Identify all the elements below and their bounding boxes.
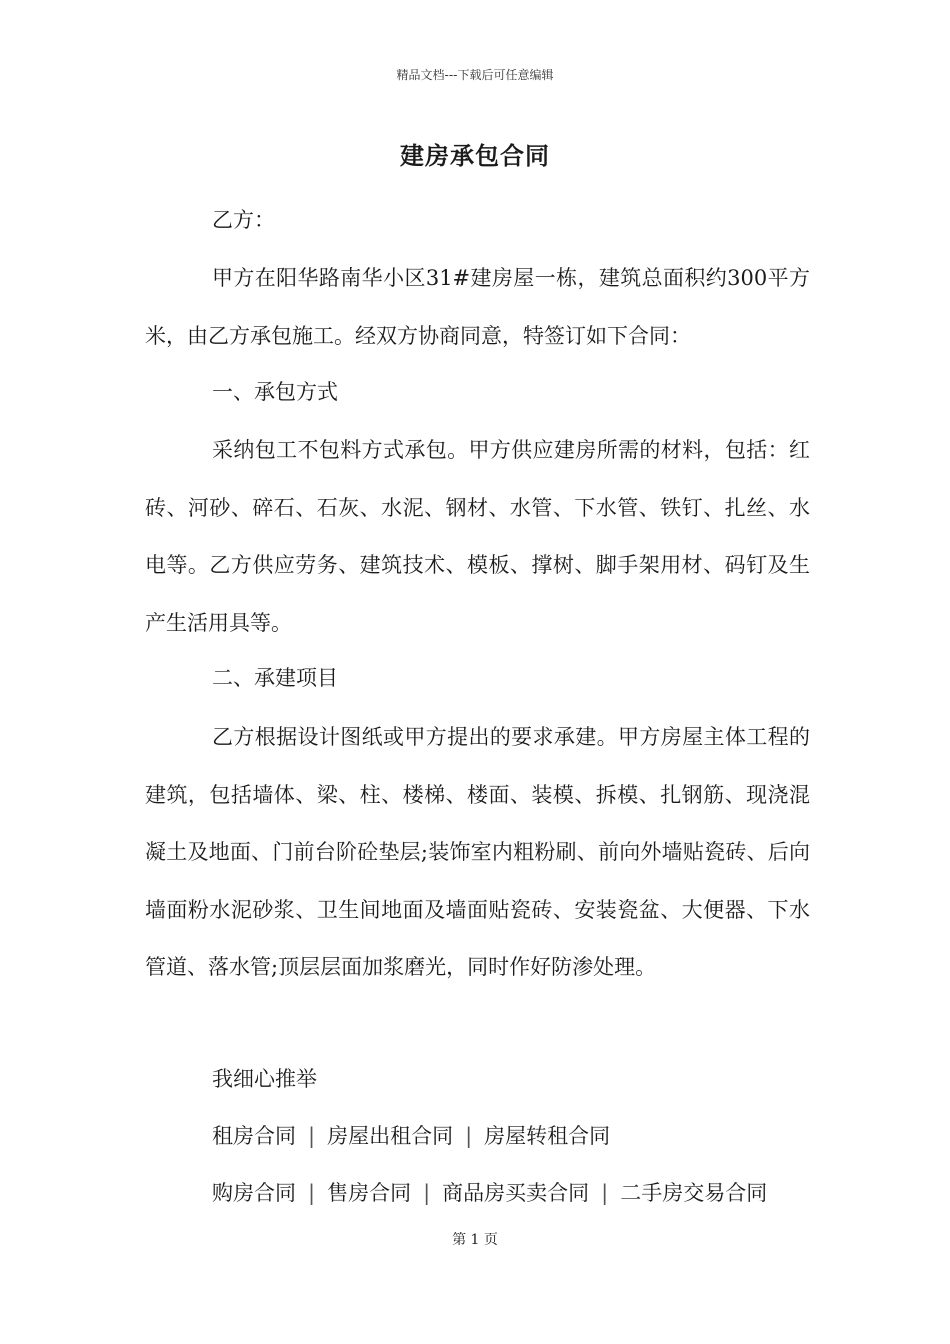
recommend-link[interactable]: 二手房交易合同: [620, 1181, 768, 1205]
recommend-row-1: [212, 1108, 832, 1166]
document-title: 建房承包合同: [400, 141, 550, 170]
recommend-row-2: [212, 1165, 832, 1223]
separator: |: [308, 1124, 316, 1148]
recommend-link[interactable]: 房屋转租合同: [484, 1124, 611, 1148]
recommend-title: 我细心推举: [212, 1067, 317, 1091]
recommend-link[interactable]: 商品房买卖合同: [442, 1181, 590, 1205]
intro-paragraph: 甲方在阳华路南华小区31#建房屋一栋，建筑总面积约300平方米，由乙方承包施工。经双方协商同意，特签订如下合同：: [145, 266, 810, 348]
page-header-note: 精品文档---下载后可任意编辑: [396, 68, 554, 82]
section-1-body: 采纳包工不包料方式承包。甲方供应建房所需的材料，包括：红砖、河砂、碎石、石灰、水泥、钢材、水管、下水管、铁钉、扎丝、水电等。乙方供应劳务、建筑技术、模板、撑树、脚手架用材、码钉及生产生活用具等。: [145, 438, 810, 635]
recommend-link[interactable]: 售房合同: [327, 1181, 412, 1205]
section-2-body: 乙方根据设计图纸或甲方提出的要求承建。甲方房屋主体工程的建筑，包括墙体、梁、柱、楼梯、楼面、装模、拆模、扎钢筋、现浇混凝土及地面、门前台阶砼垫层;装饰室内粗粉刷、前向外墙贴瓷砖、后向墙面粉水泥砂浆、卫生间地面及墙面贴瓷砖、安装瓷盆、大便器、下水管道、落水管;顶层层面加浆磨光，同时作好防渗处理。: [145, 725, 810, 979]
separator: |: [423, 1181, 431, 1205]
recommend-link[interactable]: 购房合同: [212, 1181, 296, 1205]
separator: |: [308, 1181, 316, 1205]
separator: |: [465, 1124, 473, 1148]
page-number: 第 1 页: [452, 1232, 498, 1248]
section-1-heading: 一、承包方式: [212, 380, 338, 404]
separator: |: [601, 1181, 609, 1205]
recommend-link[interactable]: 房屋出租合同: [327, 1124, 454, 1148]
party-b-line: 乙方：: [212, 208, 275, 232]
recommend-link[interactable]: 租房合同: [212, 1124, 296, 1148]
section-2-heading: 二、承建项目: [212, 666, 338, 690]
